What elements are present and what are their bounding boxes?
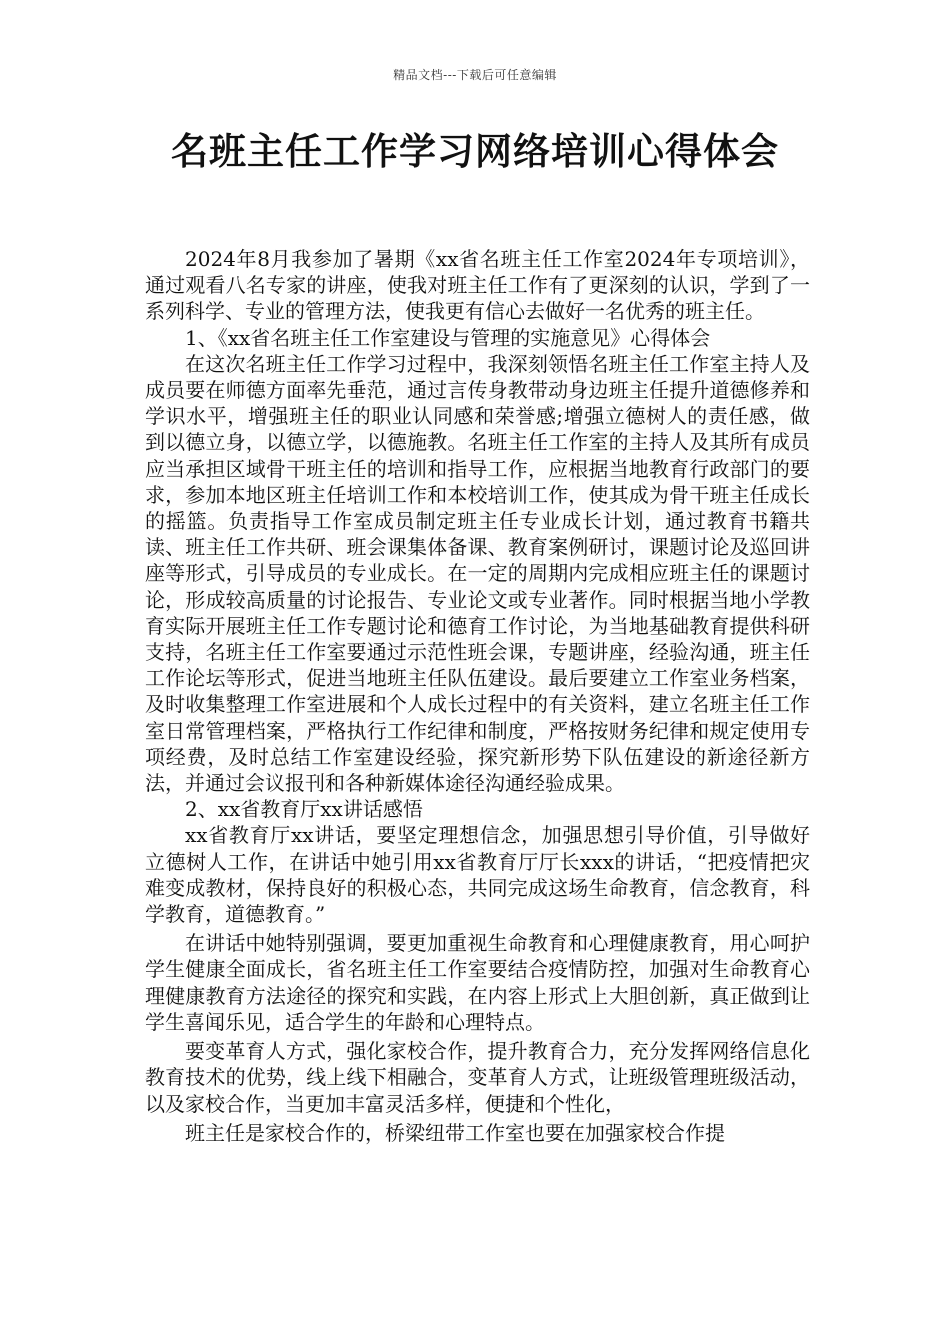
section-heading-1: 1、《xx省名班主任工作室建设与管理的实施意见》心得体会: [185, 325, 711, 350]
paragraph-intro: 2024年8月我参加了暑期《xx省名班主任工作室2024年专项培训》，通过观看八名专家的讲座，使我对班主任工作有了更深刻的认识，学到了一系列科学、专业的管理方法，使我更有信心去做好一名优秀的班主任。: [145, 247, 810, 324]
paragraph-section-1: 在这次名班主任工作学习过程中，我深刻领悟名班主任工作室主持人及成员要在师德方面率先垂范，通过言传身教带动身边班主任提升道德修养和学识水平，增强班主任的职业认同感和荣誉感;增强立德树人的责任感，做到以德立身，以德立学，以德施教。名班主任工作室的主持人及其所有成员应当承担区域骨干班主任的培训和指导工作，应根据当地教育行政部门的要求，参加本地区班主任培训工作和本校培训工作，使其成为骨干班主任成长的摇篮。负责指导工作室成员制定班主任专业成长计划，通过教育书籍共读、班主任工作共研、班会课集体备课、教育案例研讨，课题讨论及巡回讲座等形式，引导成员的专业成长。在一定的周期内完成相应班主任的课题讨论，形成较高质量的讨论报告、专业论文或专业著作。同时根据当地小学教育实际开展班主任工作专题讨论和德育工作讨论，为当地基础教育提供科研支持，名班主任工作室要通过示范性班会课，专题讲座，经验沟通，班主任工作论坛等形式，促进当地班主任队伍建设。最后要建立工作室业务档案，及时收集整理工作室进展和个人成长过程中的有关资料，建立名班主任工作室日常管理档案，严格执行工作纪律和制度，严格按财务纪律和规定使用专项经费，及时总结工作室建设经验，探究新形势下队伍建设的新途径新方法，并通过会议报刊和各种新媒体途径沟通经验成果。: [145, 351, 810, 796]
header-note: 精品文档---下载后可任意编辑: [393, 68, 557, 82]
document-title: 名班主任工作学习网络培训心得体会: [171, 129, 779, 173]
document-body: [145, 246, 810, 1146]
paragraph-life-education: 在讲话中她特别强调，要更加重视生命教育和心理健康教育，用心呵护学生健康全面成长，省名班主任工作室要结合疫情防控，加强对生命教育心理健康教育方法途径的探究和实践，在内容上形式上大胆创新，真正做到让学生喜闻乐见，适合学生的年龄和心理特点。: [145, 931, 810, 1034]
paragraph-home-school: 班主任是家校合作的，桥梁纽带工作室也要在加强家校合作提: [185, 1120, 725, 1145]
section-heading-2: 2、xx省教育厅xx讲话感悟: [185, 797, 423, 822]
paragraph-reform: 要变革育人方式，强化家校合作，提升教育合力，充分发挥网络信息化教育技术的优势，线上线下相融合，变革育人方式，让班级管理班级活动，以及家校合作，当更加丰富灵活多样，便捷和个性化，: [145, 1039, 810, 1116]
paragraph-section-2: xx省教育厅xx讲话，要坚定理想信念，加强思想引导价值，引导做好立德树人工作，在讲话中她引用xx省教育厅厅长xxx的讲话，“把疫情把灾难变成教材，保持良好的积极心态，共同完成这场生命教育，信念教育，科学教育，道德教育。”: [145, 823, 810, 927]
